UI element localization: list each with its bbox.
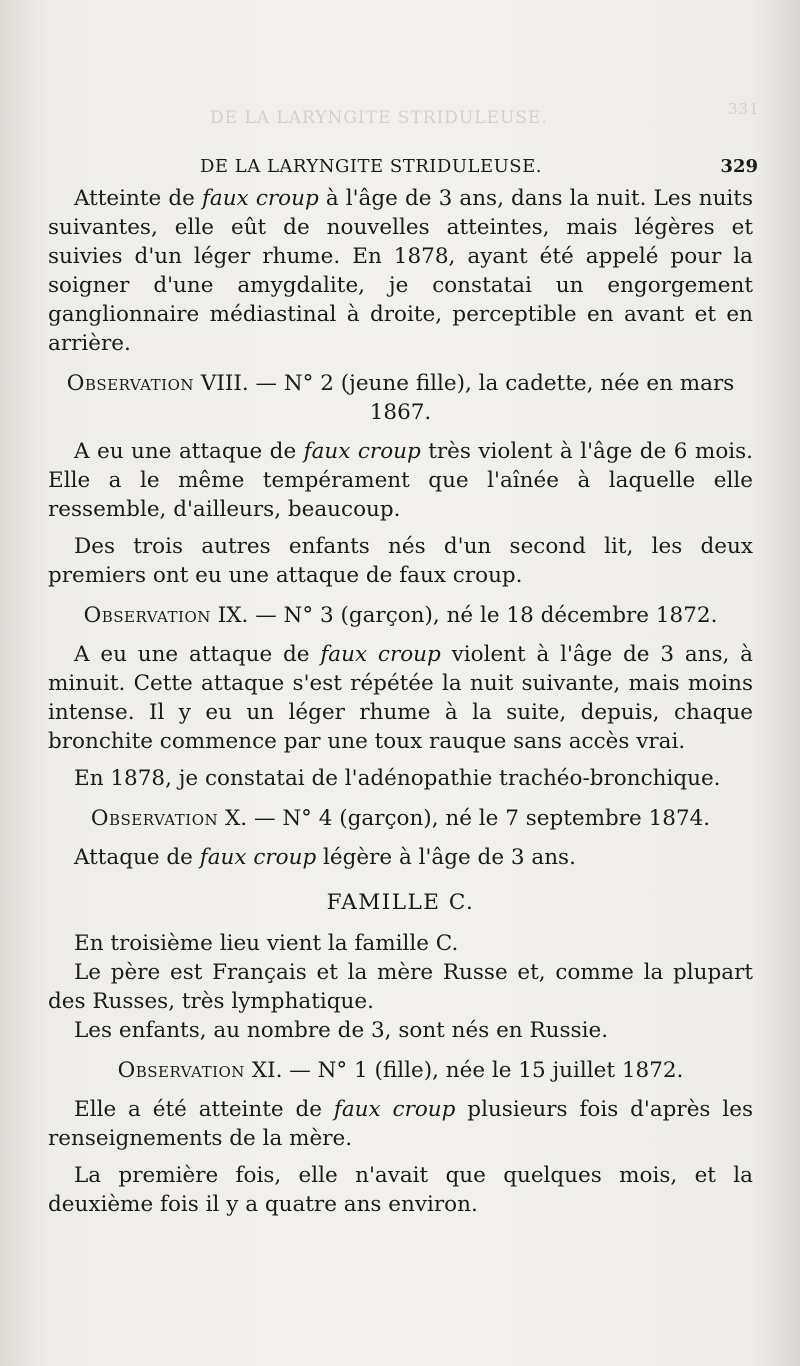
observation-heading-ix: Observation IX. — N° 3 (garçon), né le 18 décembre 1872. [83, 603, 718, 628]
running-head [48, 150, 758, 182]
observation-heading-viii: Observation VIII. — N° 2 (jeune fille), la cadette, née en mars 1867. [66, 371, 735, 425]
page-content [48, 150, 758, 1219]
bleed-through-header: DE LA LARYNGITE STRIDULEUSE. [210, 108, 548, 128]
section-title: FAMILLE C. [326, 890, 475, 915]
paragraph-10: Elle a été atteinte de faux croup plusieurs fois d'après les renseignements de la mère. [48, 1097, 753, 1151]
paragraph-4: A eu une attaque de faux croup violent à l'âge de 3 ans, à minuit. Cette attaque s'est répétée la nuit suivante, mais moins intense. Il y eu un léger rhume à la suite, depuis, chaque bronchite commence par une toux rauque sans accès vrai. [48, 642, 753, 754]
paragraph-11: La première fois, elle n'avait que quelques mois, et la deuxième fois il y a quatre ans environ. [48, 1163, 753, 1217]
paragraph-2: A eu une attaque de faux croup très violent à l'âge de 6 mois. Elle a le même tempérament que l'aînée à laquelle elle ressemble, d'ailleurs, beaucoup. [48, 439, 754, 522]
paragraph-3: Des trois autres enfants nés d'un second lit, les deux premiers ont eu une attaque de faux croup. [48, 534, 753, 588]
paragraph-6: Attaque de faux croup légère à l'âge de 3 ans. [74, 845, 576, 870]
page-number: 329 [720, 156, 758, 177]
paragraph-7: En troisième lieu vient la famille C. [74, 931, 459, 956]
paragraph-9: Les enfants, au nombre de 3, sont nés en Russie. [74, 1018, 609, 1043]
paragraph-1: Atteinte de faux croup à l'âge de 3 ans, dans la nuit. Les nuits suivantes, elle eût de nouvelles atteintes, mais légères et suivies d'un léger rhume. En 1878, ayant été appelé pour la soigner d'une amygdalite, je constatai un engorgement ganglionnaire médiastinal à droite, perceptible en avant et en arrière. [48, 186, 753, 356]
bleed-through-page-number: 331 [728, 100, 760, 118]
observation-heading-x: Observation X. — N° 4 (garçon), né le 7 septembre 1874. [90, 806, 711, 831]
paragraph-8: Le père est Français et la mère Russe et, comme la plupart des Russes, très lymphatique. [48, 960, 753, 1014]
running-title: DE LA LARYNGITE STRIDULEUSE. [200, 156, 542, 177]
observation-heading-xi: Observation XI. — N° 1 (fille), née le 15 juillet 1872. [117, 1058, 684, 1083]
paragraph-5: En 1878, je constatai de l'adénopathie trachéo-bronchique. [74, 766, 721, 791]
